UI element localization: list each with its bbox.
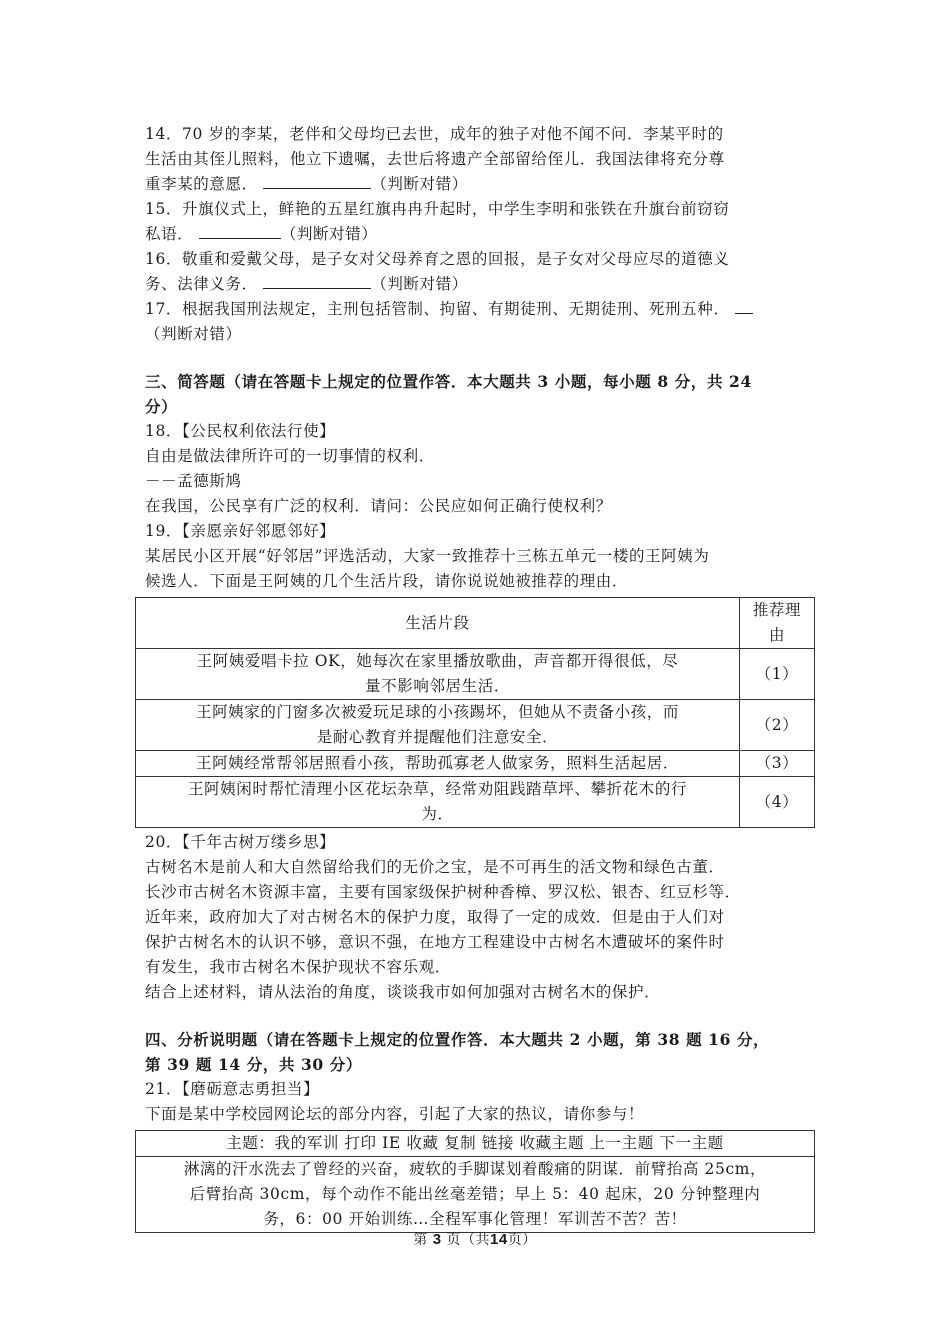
fragment-line: 量不影响邻居生活． <box>365 677 510 695</box>
table-row <box>136 751 815 777</box>
answer-blank <box>263 174 371 189</box>
table-row <box>136 649 815 700</box>
footer-total-pages: 14 <box>490 1231 508 1248</box>
q14-line-3 <box>145 172 817 197</box>
footer-suffix: 页） <box>507 1232 537 1248</box>
forum-body-line: 务，6：00 开始训练…全程军事化管理！军训苦不苦？苦！ <box>263 1210 687 1228</box>
fragment-cell <box>136 700 740 751</box>
table-row <box>136 700 815 751</box>
q20-title: 20．【千年古树万缕乡思】 <box>145 833 336 851</box>
q20-line: 结合上述材料，请从法治的角度，谈谈我市如何加强对古树名木的保护． <box>145 983 661 1001</box>
footer-prefix: 第 <box>413 1232 428 1248</box>
table-header-row <box>136 598 815 649</box>
q18-quote: 自由是做法律所许可的一切事情的权利． <box>145 447 435 465</box>
q18-title: 18．【公民权利依法行使】 <box>145 422 336 440</box>
q18-question: 在我国，公民享有广泛的权利．请问：公民应如何正确行使权利？ <box>145 497 612 515</box>
q18-author: －－孟德斯鸠 <box>145 472 242 490</box>
fragment-cell <box>136 649 740 700</box>
fragment-line: 王阿姨闲时帮忙清理小区花坛杂草，经常劝阻践踏草坪、攀折花木的行 <box>187 780 688 798</box>
forum-body-line: 淋漓的汗水洗去了曾经的兴奋，疲软的手脚谋划着酸痛的阴谋．前臂抬高 25cm， <box>183 1160 767 1178</box>
fragment-line: 王阿姨家的门窗多次被爱玩足球的小孩踢坏，但她从不责备小孩，而 <box>195 703 679 721</box>
reason-cell: （1） <box>740 649 815 700</box>
q20-line: 保护古树名木的认识不够，意识不强，在地方工程建设中古树名木遭破坏的案件时 <box>145 933 725 951</box>
fragment-line: 是耐心教育并提醒他们注意安全． <box>316 728 559 746</box>
section-3-line-2: 分） <box>145 397 178 416</box>
section-4-line-1: 四、分析说明题（请在答题卡上规定的位置作答．本大题共 2 小题，第 38 题 16 分， <box>145 1030 770 1049</box>
q14-tail: （判断对错） <box>371 175 468 193</box>
section-3-heading <box>145 369 817 419</box>
q19-line-2: 候选人．下面是王阿姨的几个生活片段，请你说说她被推荐的理由． <box>145 572 629 590</box>
q15-line-2 <box>145 222 817 247</box>
life-fragments-table <box>135 597 815 828</box>
section-4-line-2: 第 39 题 14 分，共 30 分） <box>145 1055 362 1074</box>
q19-line-1: 某居民小区开展“好邻居”评选活动，大家一致推荐十三栋五单元一楼的王阿姨为 <box>145 547 710 565</box>
q16-tail: （判断对错） <box>371 275 468 293</box>
answer-blank <box>735 299 753 314</box>
fragment-line: 王阿姨经常帮邻居照看小孩，帮助孤寡老人做家务，照料生活起居． <box>195 754 679 772</box>
table-row <box>136 777 815 828</box>
question-14 <box>145 122 817 197</box>
fragment-cell <box>136 777 740 828</box>
answer-blank <box>199 224 281 239</box>
q17-line-1 <box>145 297 817 322</box>
q17-line-2: （判断对错） <box>145 325 242 343</box>
q17-line-1-text: 17．根据我国刑法规定，主刑包括管制、拘留、有期徒刑、无期徒刑、死刑五种． <box>145 300 730 318</box>
footer-middle: 页（共 <box>446 1232 491 1248</box>
q15-line-1: 15．升旗仪式上，鲜艳的五星红旗冉冉升起时，中学生李明和张铁在升旗台前窃窃 <box>145 200 730 218</box>
forum-post-box <box>135 1130 815 1233</box>
page-footer <box>0 1229 950 1249</box>
q20-line: 长沙市古树名木资源丰富，主要有国家级保护树种香樟、罗汉松、银杏、红豆杉等． <box>145 883 741 901</box>
q20-line: 近年来，政府加大了对古树名木的保护力度，取得了一定的成效．但是由于人们对 <box>145 908 725 926</box>
q14-line-1: 14．70 岁的李某，老伴和父母均已去世，成年的独子对他不闻不问．李某平时的 <box>145 125 724 143</box>
section-3-line-1: 三、简答题（请在答题卡上规定的位置作答．本大题共 3 小题，每小题 8 分，共 24 <box>145 372 752 391</box>
answer-blank <box>263 274 371 289</box>
q16-line-1: 16．敬重和爱戴父母，是子女对父母养育之恩的回报，是子女对父母应尽的道德义 <box>145 250 730 268</box>
fragment-line: 为． <box>421 805 454 823</box>
question-16 <box>145 247 817 297</box>
forum-body-line: 后臂抬高 30cm，每个动作不能出丝毫差错；早上 5：40 起床，20 分钟整理内 <box>189 1185 761 1203</box>
header-reason: 推荐理由 <box>740 598 815 649</box>
document-page <box>145 122 817 1233</box>
q20-line: 古树名木是前人和大自然留给我们的无价之宝，是不可再生的活文物和绿色古董． <box>145 858 725 876</box>
question-20 <box>145 830 817 1005</box>
reason-cell: （2） <box>740 700 815 751</box>
q16-line-2 <box>145 272 817 297</box>
question-18 <box>145 419 817 519</box>
q16-line-2-text: 务、法律义务． <box>145 275 258 293</box>
question-15 <box>145 197 817 247</box>
forum-header: 主题：我的军训 打印 IE 收藏 复制 链接 收藏主题 上一主题 下一主题 <box>136 1131 814 1157</box>
question-21 <box>145 1077 817 1233</box>
reason-cell: （4） <box>740 777 815 828</box>
fragment-cell <box>136 751 740 777</box>
q15-tail: （判断对错） <box>280 225 378 243</box>
q21-intro: 下面是某中学校园网论坛的部分内容，引起了大家的热议，请你参与！ <box>145 1105 645 1123</box>
q14-line-3-text: 重李某的意愿． <box>145 175 258 193</box>
section-4-heading <box>145 1027 817 1077</box>
reason-cell: （3） <box>740 751 815 777</box>
q21-title: 21．【磨砺意志勇担当】 <box>145 1080 320 1098</box>
header-fragment: 生活片段 <box>136 598 740 649</box>
q19-title: 19．【亲愿亲好邻愿邻好】 <box>145 522 336 540</box>
footer-page-number: 3 <box>432 1231 442 1248</box>
fragment-line: 王阿姨爱唱卡拉 OK，她每次在家里播放歌曲，声音都开得很低，尽 <box>196 652 679 670</box>
q20-line: 有发生，我市古树名木保护现状不容乐观． <box>145 958 451 976</box>
q15-line-2-text: 私语． <box>145 225 194 243</box>
question-17 <box>145 297 817 347</box>
question-19 <box>145 519 817 828</box>
q14-line-2: 生活由其侄儿照料，他立下遗嘱，去世后将遗产全部留给侄儿．我国法律将充分尊 <box>145 150 725 168</box>
